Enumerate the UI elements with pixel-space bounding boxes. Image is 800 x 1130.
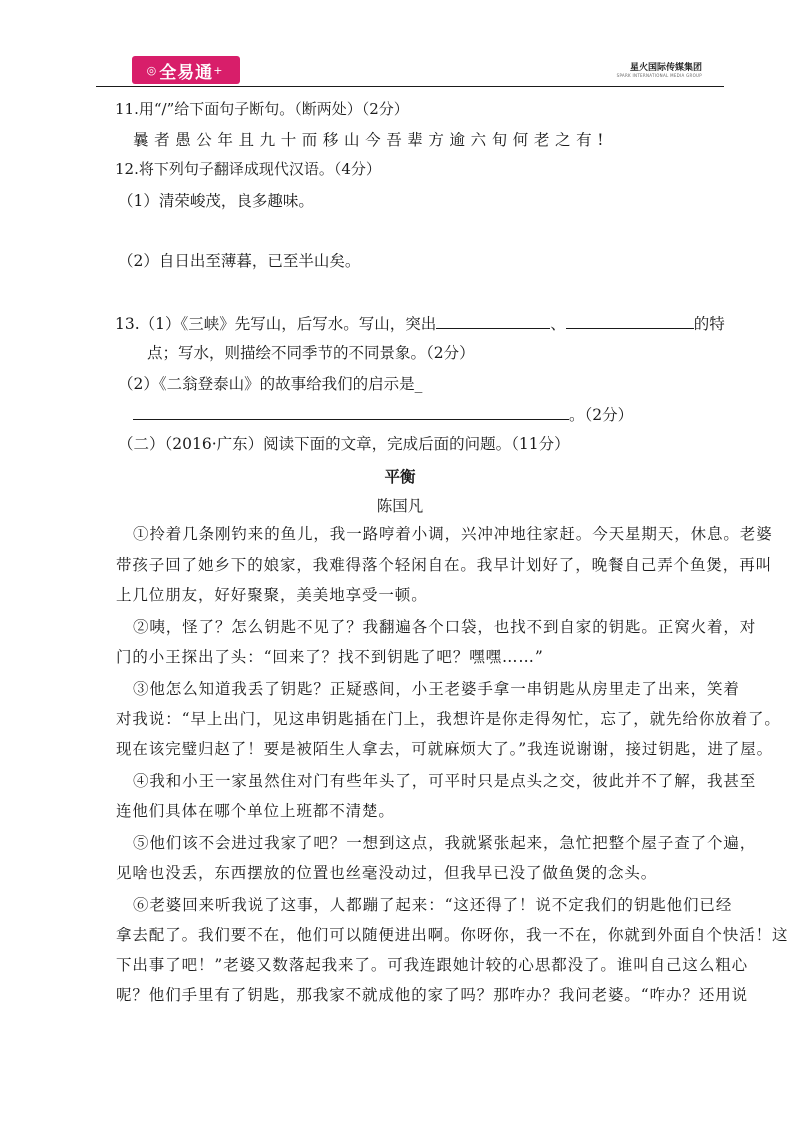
brand-logo <box>132 56 240 84</box>
q12-item-2: （2）自日出至薄暮，已至半山矣。 <box>118 252 361 270</box>
article-line: 门的小王探出了头：“回来了？找不到钥匙了吧？嘿嘿……” <box>116 648 544 666</box>
q13-part2-answer-line <box>133 403 633 425</box>
q13-part1-tail: 的特 <box>693 315 725 333</box>
article-line: ⑤他们该不会进过我家了吧？一想到这点，我就紧张起来，急忙把整个屋子查了个遍， <box>133 834 757 852</box>
q13-separator: 、 <box>550 315 566 333</box>
article-line: ⑥老婆回来听我说了这事，人都蹦了起来：“这还得了！说不定我们的钥匙他们已经 <box>133 896 733 914</box>
q13-answer-blank[interactable] <box>133 403 569 420</box>
article-line: 见啥也没丢，东西摆放的位置也丝毫没动过，但我早已没了做鱼煲的念头。 <box>116 864 658 882</box>
logo-plus-icon: + <box>213 63 223 77</box>
q13-part1-line1 <box>115 312 725 334</box>
q12-item-1: （1）清荣峻茂，良多趣味。 <box>118 192 314 210</box>
publisher-name: 星火国际传媒集团 <box>629 63 702 73</box>
article-line: 上几位朋友，好好聚聚，美美地享受一顿。 <box>116 586 428 604</box>
article-title: 平衡 <box>384 467 416 486</box>
q13-part1-line2: 点；写水，则描绘不同季节的不同景象。（2分） <box>147 344 475 362</box>
q13-part2-prompt: （2）《二翁登泰山》的故事给我们的启示是_ <box>118 375 423 393</box>
publisher-subtitle: SPARK INTERNATIONAL MEDIA GROUP <box>616 73 702 78</box>
q11-sentence: 曩者愚公年且九十而移山今吾辈方逾六旬何老之有! <box>133 131 610 149</box>
article-line: ③他怎么知道我丢了钥匙？正疑惑间，小王老婆手拿一串钥匙从房里走了出来，笑着 <box>133 680 740 698</box>
article-author: 陈国凡 <box>376 497 424 515</box>
q13-part1-text: 13.（1）《三峡》先写山，后写水。写山，突出 <box>115 315 437 333</box>
article-line: 连他们具体在哪个单位上班都不清楚。 <box>116 802 395 820</box>
logo-text: 全易通 <box>159 62 214 83</box>
q11-prompt: 11.用“/”给下面句子断句。（断两处）（2分） <box>115 100 409 118</box>
logo-swirl-icon: ◎ <box>146 63 157 77</box>
article-line: ④我和小王一家虽然住对门有些年头了，可平时只是点头之交，彼此并不了解，我甚至 <box>133 772 757 790</box>
article-line: 拿去配了。我们要不在，他们可以随便进出啊。你呀你，我一不在，你就到外面自个快活！这 <box>116 926 789 944</box>
article-line: 现在该完璧归赵了！要是被陌生人拿去，可就麻烦大了。”我连说谢谢，接过钥匙，进了屋。 <box>116 740 774 758</box>
article-line: 带孩子回了她乡下的娘家，我难得落个轻闲自在。我早计划好了，晚餐自己弄个鱼煲，再叫 <box>116 556 773 574</box>
article-line: ②咦，怪了？怎么钥匙不见了？我翻遍各个口袋，也找不到自家的钥匙。正窝火着，对 <box>133 618 757 636</box>
header-divider <box>96 86 724 87</box>
article-line: 呢？他们手里有了钥匙，那我家不就成他的家了吗？那咋办？我问老婆。“咋办？还用说 <box>116 986 749 1004</box>
article-line: ①拎着几条刚钓来的鱼儿，我一路哼着小调，兴冲冲地往家赶。今天星期天，休息。老婆 <box>133 525 773 543</box>
q12-prompt: 12.将下列句子翻译成现代汉语。（4分） <box>115 160 381 178</box>
article-line: 对我说：“早上出门，见这串钥匙插在门上，我想许是你走得匆忙，忘了，就先给你放着了。 <box>116 710 781 728</box>
section2-intro: （二）（2016·广东）阅读下面的文章，完成后面的问题。（11分） <box>118 435 570 453</box>
article-line: 下出事了吧！”老婆又数落起我来了。可我连跟她计较的心思都没了。谁叫自己这么粗心 <box>116 956 749 974</box>
page-header <box>0 0 800 92</box>
q13-blank-2[interactable] <box>566 312 694 329</box>
q13-blank-1[interactable] <box>436 312 550 329</box>
q13-part2-end: 。（2分） <box>569 406 634 424</box>
publisher-mark <box>617 60 702 78</box>
